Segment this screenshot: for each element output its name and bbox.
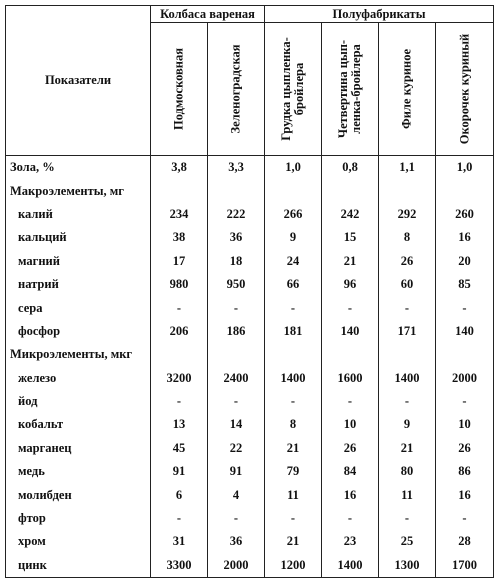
table-cell: 86 [436, 460, 494, 483]
table-cell: 2000 [208, 554, 265, 578]
section-label: Зола, % [6, 156, 151, 180]
table-row [6, 390, 494, 413]
table-cell: 22 [208, 437, 265, 460]
table-row [6, 156, 494, 180]
table-cell: 15 [322, 226, 379, 249]
table-cell: 980 [151, 273, 208, 296]
table-cell: 16 [436, 226, 494, 249]
table-cell: - [265, 507, 322, 530]
table-header [6, 6, 494, 156]
row-label: фосфор [6, 320, 151, 343]
table-cell: 1,0 [265, 156, 322, 180]
table-cell: - [265, 296, 322, 319]
table-row [6, 554, 494, 578]
table-row [6, 226, 494, 249]
table-cell [322, 179, 379, 202]
table-cell: 950 [208, 273, 265, 296]
table-row [6, 530, 494, 553]
table-cell: - [379, 507, 436, 530]
column-header [151, 23, 208, 156]
table-cell: - [379, 390, 436, 413]
table-row [6, 320, 494, 343]
table-cell: 38 [151, 226, 208, 249]
group-header-semifinished: Полуфабрикаты [265, 6, 494, 23]
table-cell: 186 [208, 320, 265, 343]
table-cell: 140 [322, 320, 379, 343]
table-cell: 8 [265, 413, 322, 436]
table-cell: 3200 [151, 367, 208, 390]
column-header [208, 23, 265, 156]
table-cell: 25 [379, 530, 436, 553]
table-cell: 17 [151, 250, 208, 273]
table-cell: - [151, 296, 208, 319]
column-header [436, 23, 494, 156]
table-row [6, 437, 494, 460]
row-label: йод [6, 390, 151, 413]
table-row [6, 203, 494, 226]
group-header-sausage: Колбаса вареная [151, 6, 265, 23]
table-cell: 18 [208, 250, 265, 273]
row-label: медь [6, 460, 151, 483]
table-cell: 31 [151, 530, 208, 553]
table-cell: 8 [379, 226, 436, 249]
nutrient-table [5, 5, 494, 578]
table-cell: 4 [208, 483, 265, 506]
table-cell: 1400 [265, 367, 322, 390]
table-cell: 23 [322, 530, 379, 553]
row-label: кальций [6, 226, 151, 249]
row-label: фтор [6, 507, 151, 530]
table-cell: 60 [379, 273, 436, 296]
table-cell: 13 [151, 413, 208, 436]
column-header [265, 23, 322, 156]
table-cell: 1400 [379, 367, 436, 390]
table-row [6, 343, 494, 366]
table-row [6, 483, 494, 506]
table-cell: 1400 [322, 554, 379, 578]
row-label: железо [6, 367, 151, 390]
table-cell: 171 [379, 320, 436, 343]
table-cell [208, 179, 265, 202]
table-cell [379, 179, 436, 202]
table-cell: 14 [208, 413, 265, 436]
table-cell: 1300 [379, 554, 436, 578]
table-cell: - [436, 507, 494, 530]
table-cell: 181 [265, 320, 322, 343]
table-cell: 1,1 [379, 156, 436, 180]
table-row [6, 296, 494, 319]
table-cell [208, 343, 265, 366]
table-cell: 28 [436, 530, 494, 553]
table-cell [379, 343, 436, 366]
table-cell: 16 [322, 483, 379, 506]
table-cell: 16 [436, 483, 494, 506]
table-cell [151, 179, 208, 202]
table-cell: 21 [265, 530, 322, 553]
table-cell: 222 [208, 203, 265, 226]
row-label: натрий [6, 273, 151, 296]
table-cell: 206 [151, 320, 208, 343]
column-header-label: Грудка цыпленка-бройлера [279, 37, 306, 141]
table-cell: 0,8 [322, 156, 379, 180]
table-cell: - [322, 507, 379, 530]
table-cell: 26 [322, 437, 379, 460]
table-cell: 10 [436, 413, 494, 436]
table-cell: 91 [208, 460, 265, 483]
table-cell: 1700 [436, 554, 494, 578]
table-body [6, 156, 494, 578]
table-cell: 21 [322, 250, 379, 273]
table-cell: - [151, 507, 208, 530]
table-row [6, 507, 494, 530]
table-cell: - [151, 390, 208, 413]
table-cell: - [322, 296, 379, 319]
table-cell: 9 [265, 226, 322, 249]
table-cell: 2000 [436, 367, 494, 390]
table-cell: 11 [265, 483, 322, 506]
row-label: магний [6, 250, 151, 273]
row-label: калий [6, 203, 151, 226]
table-cell: 140 [436, 320, 494, 343]
table-cell: 26 [436, 437, 494, 460]
table-cell: - [208, 390, 265, 413]
column-header-label: Окорочек куриный [457, 33, 471, 145]
table-cell: 1600 [322, 367, 379, 390]
column-header-label: Филе куриное [399, 48, 414, 130]
table-cell: 1,0 [436, 156, 494, 180]
section-label: Микроэлементы, мкг [6, 343, 151, 366]
table-cell: 96 [322, 273, 379, 296]
table-cell: - [322, 390, 379, 413]
table-cell [265, 179, 322, 202]
table-cell: 242 [322, 203, 379, 226]
table-cell: 11 [379, 483, 436, 506]
table-cell: 79 [265, 460, 322, 483]
table-cell: - [436, 296, 494, 319]
table-cell: 234 [151, 203, 208, 226]
table-cell: 3300 [151, 554, 208, 578]
row-label: хром [6, 530, 151, 553]
table-cell: 91 [151, 460, 208, 483]
table-row [6, 273, 494, 296]
table-cell: - [436, 390, 494, 413]
row-label-header: Показатели [6, 6, 151, 156]
table-row [6, 250, 494, 273]
row-label: молибден [6, 483, 151, 506]
table-cell [151, 343, 208, 366]
table-row [6, 179, 494, 202]
table-cell: - [265, 390, 322, 413]
table-cell: 36 [208, 226, 265, 249]
table-cell: 85 [436, 273, 494, 296]
table-cell: 9 [379, 413, 436, 436]
table-cell: 260 [436, 203, 494, 226]
table-cell: 10 [322, 413, 379, 436]
column-header [322, 23, 379, 156]
table-cell: 45 [151, 437, 208, 460]
section-label: Макроэлементы, мг [6, 179, 151, 202]
table-cell: 21 [379, 437, 436, 460]
row-label: марганец [6, 437, 151, 460]
table-cell: 292 [379, 203, 436, 226]
row-label: сера [6, 296, 151, 319]
table-cell: 20 [436, 250, 494, 273]
table-cell: 2400 [208, 367, 265, 390]
table-cell: 24 [265, 250, 322, 273]
column-header [379, 23, 436, 156]
table-cell: 66 [265, 273, 322, 296]
header-group-row [6, 6, 494, 23]
column-header-label: Четвертина цып-ленка-бройлера [336, 39, 363, 139]
table-cell: 21 [265, 437, 322, 460]
table-row [6, 413, 494, 436]
table-cell [265, 343, 322, 366]
table-cell [436, 179, 494, 202]
table-cell: 266 [265, 203, 322, 226]
row-label: кобальт [6, 413, 151, 436]
column-header-label: Зеленоградская [228, 44, 243, 134]
table-cell [322, 343, 379, 366]
table-cell: 3,8 [151, 156, 208, 180]
table-cell: 1200 [265, 554, 322, 578]
table-cell: 26 [379, 250, 436, 273]
table-cell: - [208, 296, 265, 319]
table-cell [436, 343, 494, 366]
row-label: цинк [6, 554, 151, 578]
table-cell: - [379, 296, 436, 319]
column-header-label: Подмосковная [171, 47, 186, 131]
table-row [6, 367, 494, 390]
table-cell: 80 [379, 460, 436, 483]
table-cell: 3,3 [208, 156, 265, 180]
table-cell: 36 [208, 530, 265, 553]
table-cell: 6 [151, 483, 208, 506]
table-cell: 84 [322, 460, 379, 483]
table-cell: - [208, 507, 265, 530]
table-row [6, 460, 494, 483]
